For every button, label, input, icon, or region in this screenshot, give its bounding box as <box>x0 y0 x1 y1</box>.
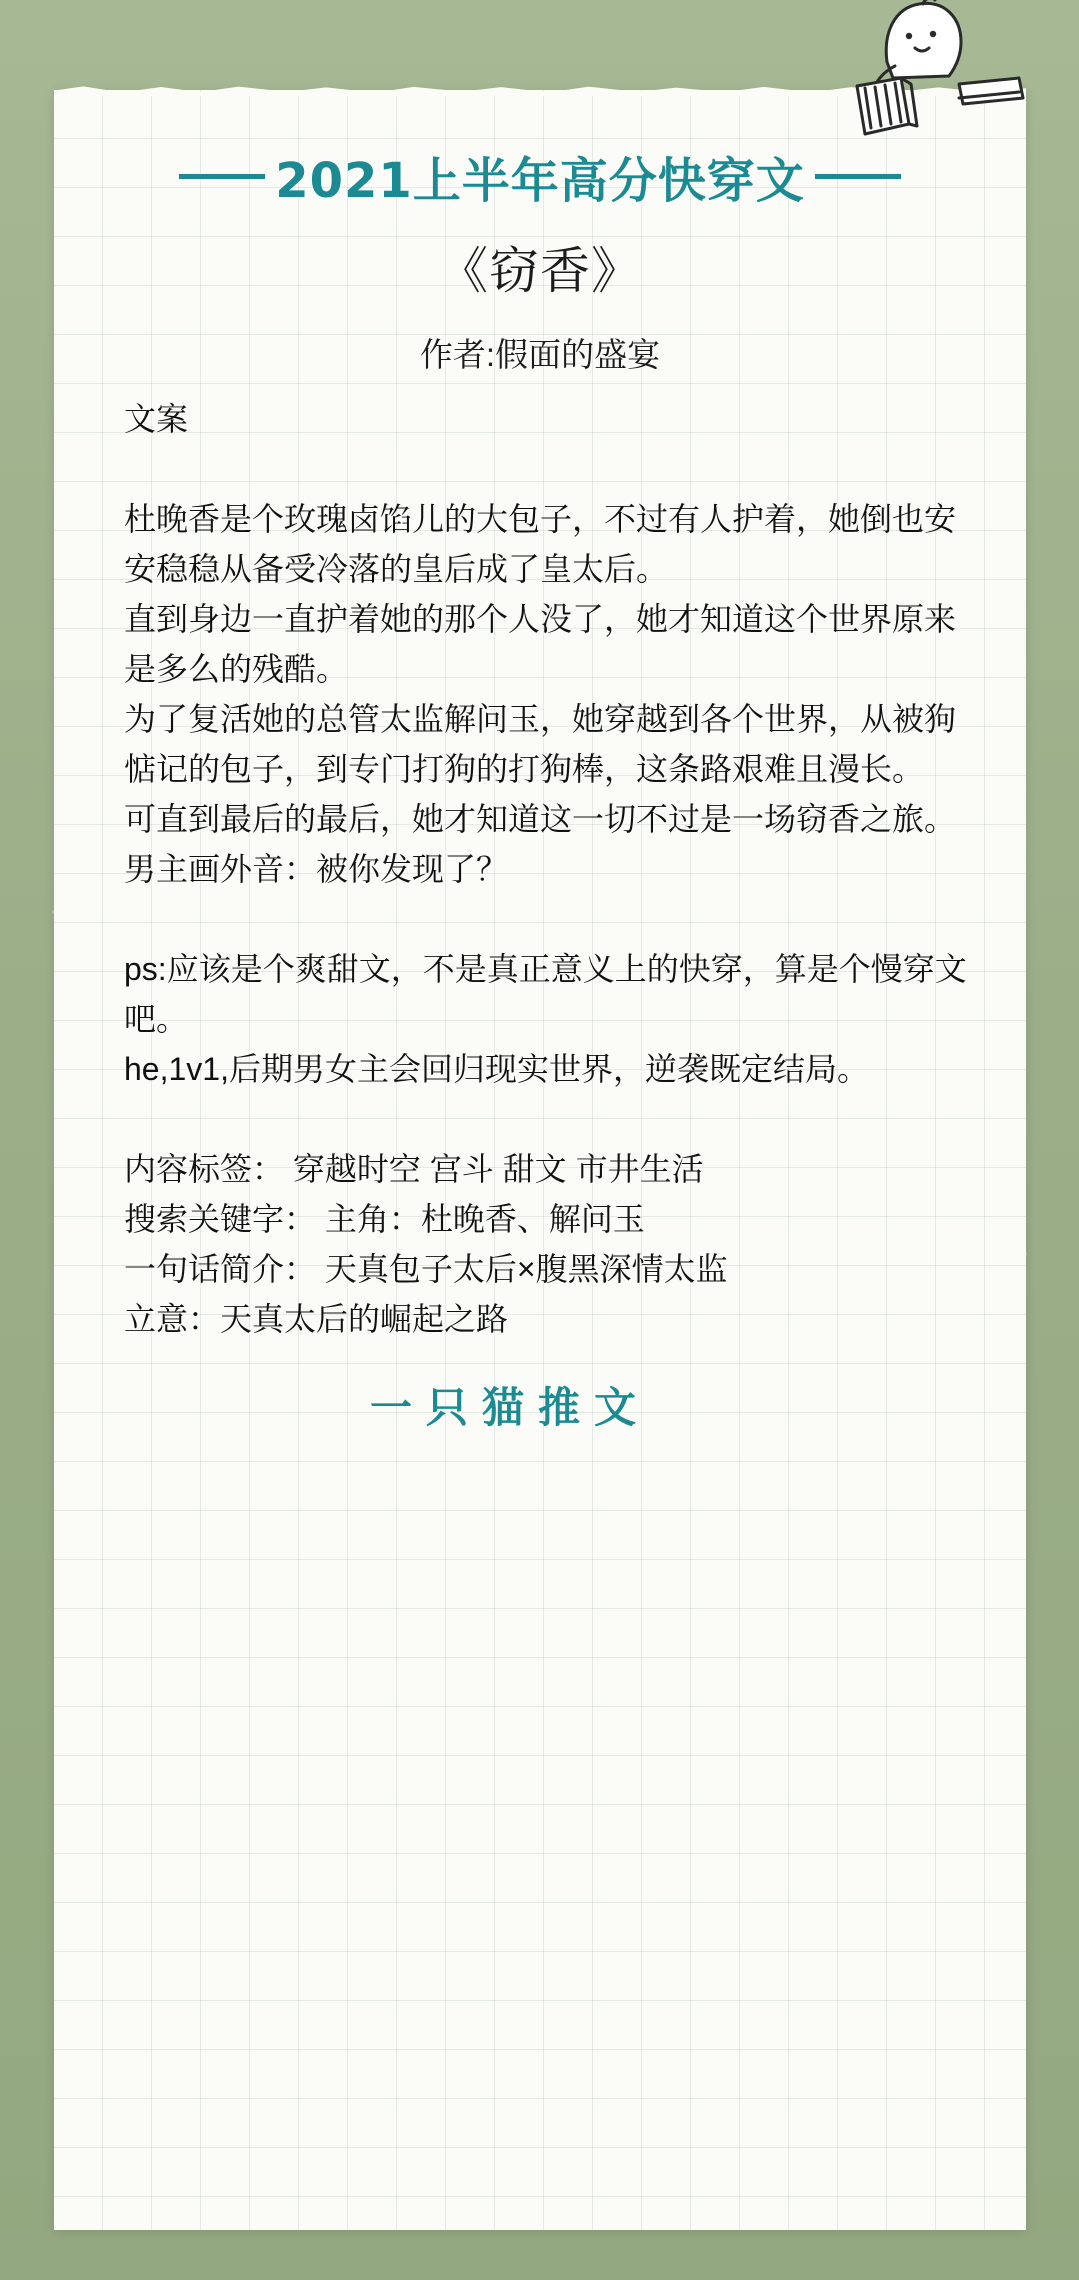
synopsis-paragraph: 杜晚香是个玫瑰卤馅儿的大包子，不过有人护着，她倒也安安稳稳从备受冷落的皇后成了皇太后。 <box>124 501 957 587</box>
paper-card <box>54 90 1026 2230</box>
meta-line-theme: 立意：天真太后的崛起之路 <box>124 1301 509 1337</box>
signature-block <box>54 1375 1026 1435</box>
dash-left-icon <box>179 174 265 179</box>
headline-row <box>96 142 984 211</box>
meta-line-keywords: 搜索关键字： 主角：杜晚香、解问玉 <box>124 1201 645 1237</box>
meta-line-summary: 一句话简介： 天真包子太后×腹黑深情太监 <box>124 1251 728 1287</box>
spacer <box>124 1094 984 1144</box>
synopsis-paragraph: 直到身边一直护着她的那个人没了，她才知道这个世界原来是多么的残酷。 <box>124 601 957 687</box>
note-line: ps:应该是个爽甜文，不是真正意义上的快穿，算是个慢穿文吧。 <box>124 951 967 1037</box>
section-label-wenan: 文案 <box>124 401 189 437</box>
spacer <box>124 894 984 944</box>
document-content <box>54 90 1026 1344</box>
page-title: 2021上半年高分快穿文 <box>275 153 805 209</box>
meta-line-tags: 内容标签： 穿越时空 宫斗 甜文 市井生活 <box>124 1151 704 1187</box>
synopsis-paragraph: 可直到最后的最后，她才知道这一切不过是一场窃香之旅。 <box>124 801 957 837</box>
dash-right-icon <box>815 174 901 179</box>
book-author: 作者:假面的盛宴 <box>419 336 661 373</box>
synopsis-paragraph: 男主画外音：被你发现了？ <box>124 851 509 887</box>
synopsis-paragraph: 为了复活她的总管太监解问玉，她穿越到各个世界，从被狗惦记的包子，到专门打狗的打狗棒，这条路艰难且漫长。 <box>124 701 957 787</box>
signature-text: 一只猫推文 <box>369 1383 650 1432</box>
synopsis-block <box>96 394 984 1344</box>
note-line: he,1v1,后期男女主会回归现实世界，逆袭既定结局。 <box>124 1051 869 1087</box>
spacer <box>124 444 984 494</box>
book-title: 《窃香》 <box>438 243 642 299</box>
